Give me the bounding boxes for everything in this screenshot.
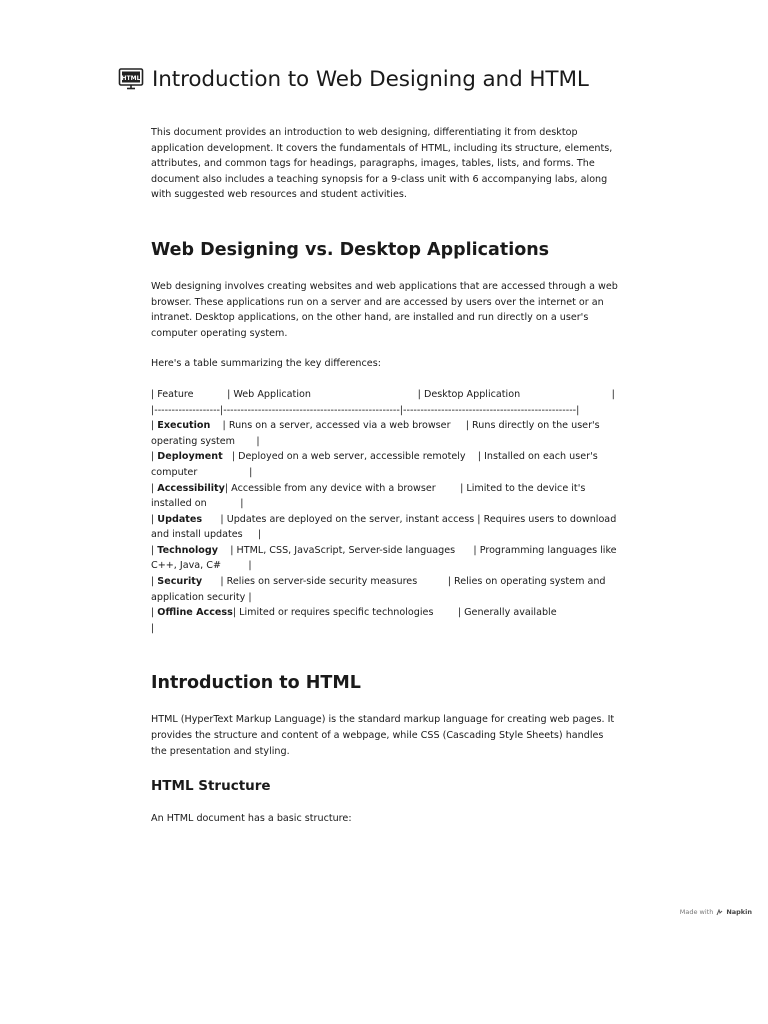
table-row-feature: Deployment — [157, 451, 223, 463]
table-row: | Deployment | Deployed on a web server, accessible remotely | Installed on each user's computer | — [151, 451, 601, 478]
section1-table-intro: Here's a table summarizing the key differences: — [151, 358, 381, 370]
table-row-feature: Security — [157, 576, 203, 588]
table-row-feature: Accessibility — [157, 482, 225, 494]
section-heading-web-vs-desktop: Web Designing vs. Desktop Applications — [151, 239, 550, 260]
table-row-feature: Execution — [157, 420, 211, 432]
table-row-feature: Technology — [157, 544, 219, 556]
footer-prefix: Made with — [679, 908, 714, 916]
table-header-line: | Feature | Web Application | Desktop Application | — [151, 388, 615, 400]
title-row — [118, 66, 589, 92]
table-row-rest: | Runs on a server, accessed via a web browser | Runs directly on the user's operating system | — [151, 420, 603, 447]
table-row: | Updates | Updates are deployed on the server, instant access | Requires users to download and install updates | — [151, 513, 620, 541]
document-body — [151, 125, 649, 827]
subsection-heading-html-structure: HTML Structure — [151, 778, 271, 795]
table-row: | Offline Access| Limited or requires specific technologies | Generally available | — [151, 607, 649, 634]
section2-paragraph: HTML (HyperText Markup Language) is the standard markup language for creating web pages. It provides the structure and content of a webpage, while CSS (Cascading Style Sheets) handles the presentation and styling. — [151, 714, 615, 757]
table-row-rest: | Accessible from any device with a browser | Limited to the device it's installed on | — [151, 482, 589, 510]
table-row: | Accessibility| Accessible from any device with a browser | Limited to the device it's installed on | — [151, 482, 589, 510]
table-row-rest: | Relies on server-side security measures | Relies on operating system and application security | — [151, 576, 609, 603]
table-row-rest: | Deployed on a web server, accessible remotely | Installed on each user's computer | — [151, 451, 601, 478]
table-row: | Technology | HTML, CSS, JavaScript, Server-side languages | Programming languages like C++, Java, C# | — [151, 544, 620, 572]
napkin-logo-icon — [716, 909, 723, 916]
table-row: | Execution | Runs on a server, accessed via a web browser | Runs directly on the user's operating system | — [151, 420, 603, 447]
table-row: | Security | Relies on server-side security measures | Relies on operating system and application security | — [151, 576, 609, 603]
html-monitor-icon — [118, 66, 144, 92]
subsection-paragraph: An HTML document has a basic structure: — [151, 813, 352, 825]
markdown-table — [151, 387, 649, 637]
intro-paragraph: This document provides an introduction to web designing, differentiating it from desktop application development. It covers the fundamentals of HTML, including its structure, elements, attributes, and common tags for headings, paragraphs, images, tables, lists, and forms. The document also includes a teaching synopsis for a 9-class unit with 6 accompanying labs, along with suggested web resources and student activities. — [151, 127, 613, 201]
table-row-rest: | HTML, CSS, JavaScript, Server-side languages | Programming languages like C++, Java, C# | — [151, 544, 620, 572]
table-row-rest: | Limited or requires specific technologies | Generally available | — [151, 607, 649, 634]
made-with-badge[interactable] — [680, 908, 752, 916]
table-row-feature: Updates — [157, 513, 203, 525]
svg-text:HTML: HTML — [121, 74, 141, 82]
section1-paragraph: Web designing involves creating websites and web applications that are accessed through a web browser. These applications run on a server and are accessed by users over the internet or an intranet. Desktop applications, on the other hand, are installed and run directly on a user's computer operating system. — [151, 280, 618, 339]
table-row-rest: | Updates are deployed on the server, instant access | Requires users to download and install updates | — [151, 513, 620, 541]
footer-brand: Napkin — [726, 908, 752, 916]
page-title: Introduction to Web Designing and HTML — [152, 66, 589, 92]
table-separator-line: |-------------------|---------------------------------------------------|--------------------------------------------------| — [151, 404, 580, 416]
section-heading-intro-html: Introduction to HTML — [151, 673, 361, 694]
table-row-feature: Offline Access — [157, 607, 233, 619]
